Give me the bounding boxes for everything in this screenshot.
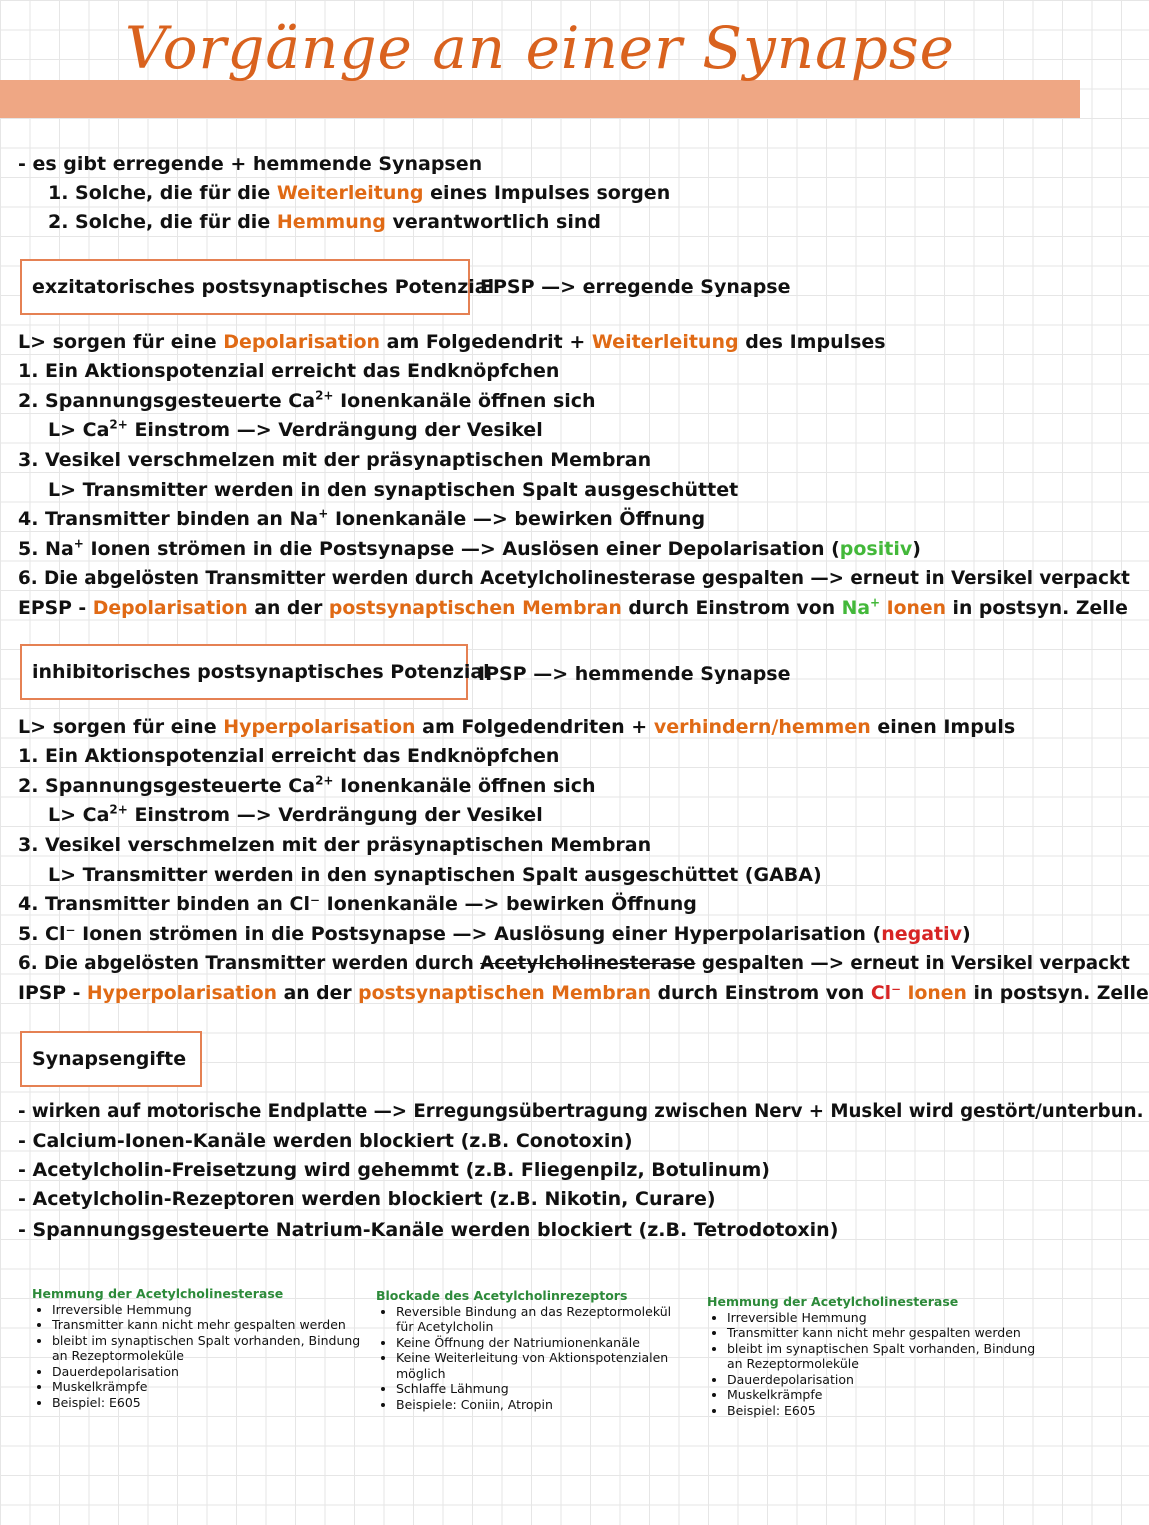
ipsp-line-6: 6. Die abgelösten Transmitter werden durch Acetylcholinesterase gespalten —> erneut in Versikel verpackt	[18, 953, 1130, 974]
intro-line-2: 1. Solche, die für die Weiterleitung eines Impulses sorgen	[48, 182, 671, 204]
epsp-line-1: 1. Ein Aktionspotenzial erreicht das Endknöpfchen	[18, 360, 560, 382]
epsp-line-6: 6. Die abgelösten Transmitter werden durch Acetylcholinesterase gespalten —> erneut in Versikel verpackt	[18, 568, 1130, 589]
card-1	[32, 1286, 362, 1410]
gifte-box: Synapsengifte	[20, 1031, 202, 1087]
intro-line-1: - es gibt erregende + hemmende Synapsen	[18, 153, 483, 175]
epsp-line-3-sub: L> Transmitter werden in den synaptischen Spalt ausgeschüttet	[48, 479, 739, 501]
list-item: • Keine Öffnung der Natriumionenkanäle	[396, 1335, 691, 1351]
ipsp-box-side: IPSP —> hemmende Synapse	[478, 663, 791, 685]
epsp-line-3: 3. Vesikel verschmelzen mit der präsynaptischen Membran	[18, 449, 652, 471]
ipsp-line-3: 3. Vesikel verschmelzen mit der präsynaptischen Membran	[18, 834, 652, 856]
epsp-line-2: 2. Spannungsgesteuerte $Ca^{2+}$ Ionenkanäle öffnen sich	[18, 388, 596, 412]
list-item: • Beispiel: E605	[727, 1403, 1047, 1419]
gifte-line-2: - Calcium-Ionen-Kanäle werden blockiert (z.B. Conotoxin)	[18, 1130, 633, 1152]
list-item: • Schlaffe Lähmung	[396, 1381, 691, 1397]
gifte-line-4: - Acetylcholin-Rezeptoren werden blockiert (z.B. Nikotin, Curare)	[18, 1188, 716, 1210]
ipsp-line-3-sub: L> Transmitter werden in den synaptischen Spalt ausgeschüttet (GABA)	[48, 864, 822, 886]
gifte-line-5: - Spannungsgesteuerte Natrium-Kanäle werden blockiert (z.B. Tetrodotoxin)	[18, 1219, 839, 1241]
epsp-line-2-sub: $L> Ca^{2+}$ Einstrom —> Verdrängung der Vesikel	[48, 417, 543, 441]
ipsp-line-1: 1. Ein Aktionspotenzial erreicht das Endknöpfchen	[18, 745, 560, 767]
intro-line-3: 2. Solche, die für die Hemmung verantwortlich sind	[48, 211, 601, 233]
ipsp-box: inhibitorisches postsynaptisches Potenzial	[20, 644, 468, 700]
ipsp-summary: IPSP - Hyperpolarisation an der postsynaptischen Membran durch Einstrom von Cl⁻ Ionen in postsyn. Zelle	[18, 983, 1149, 1004]
epsp-line-5: 5. Na+ Ionen strömen in die Postsynapse —> Auslösen einer Depolarisation (positiv)	[18, 536, 921, 560]
list-item: • Dauerdepolarisation	[52, 1364, 362, 1380]
list-item: • bleibt im synaptischen Spalt vorhanden, Bindung an Rezeptormoleküle	[727, 1341, 1047, 1372]
epsp-line-0: L> sorgen für eine Depolarisation am Folgedendrit + Weiterleitung des Impulses	[18, 331, 886, 353]
ipsp-line-2-sub: $L> Ca^{2+}$ Einstrom —> Verdrängung der Vesikel	[48, 802, 543, 826]
list-item: • Beispiel: E605	[52, 1395, 362, 1411]
gifte-line-3: - Acetylcholin-Freisetzung wird gehemmt (z.B. Fliegenpilz, Botulinum)	[18, 1159, 770, 1181]
epsp-line-4: 4. Transmitter binden an Na+ Ionenkanäle —> bewirken Öffnung	[18, 506, 706, 530]
ipsp-line-0: L> sorgen für eine Hyperpolarisation am Folgedendriten + verhindern/hemmen einen Impuls	[18, 716, 1016, 738]
epsp-box: exzitatorisches postsynaptisches Potenzial	[20, 259, 470, 315]
list-item: • Keine Weiterleitung von Aktionspotenzialen möglich	[396, 1350, 691, 1381]
card-3	[707, 1294, 1047, 1418]
card-2	[376, 1288, 691, 1412]
list-item: • bleibt im synaptischen Spalt vorhanden, Bindung an Rezeptormoleküle	[52, 1333, 362, 1364]
list-item: • Transmitter kann nicht mehr gespalten werden	[52, 1317, 362, 1333]
epsp-summary: EPSP - Depolarisation an der postsynaptischen Membran durch Einstrom von Na+ Ionen in postsyn. Zelle	[18, 595, 1128, 619]
list-item: • Irreversible Hemmung	[52, 1302, 362, 1318]
ipsp-line-2: 2. Spannungsgesteuerte $Ca^{2+}$ Ionenkanäle öffnen sich	[18, 773, 596, 797]
list-item: • Beispiele: Coniin, Atropin	[396, 1397, 691, 1413]
list-item: • Dauerdepolarisation	[727, 1372, 1047, 1388]
page-title: Vorgänge an einer Synapse	[125, 14, 955, 82]
ipsp-line-5: 5. Cl⁻ Ionen strömen in die Postsynapse —> Auslösung einer Hyperpolarisation (negativ)	[18, 923, 971, 945]
list-item: • Muskelkrämpfe	[52, 1379, 362, 1395]
list-item: • Irreversible Hemmung	[727, 1310, 1047, 1326]
epsp-box-side: EPSP —> erregende Synapse	[480, 276, 791, 298]
list-item: • Muskelkrämpfe	[727, 1387, 1047, 1403]
card-3-heading: Hemmung der Acetylcholinesterase	[707, 1294, 959, 1309]
list-item: • Reversible Bindung an das Rezeptormolekül für Acetylcholin	[396, 1304, 691, 1335]
card-1-heading: Hemmung der Acetylcholinesterase	[32, 1286, 284, 1301]
gifte-line-1: - wirken auf motorische Endplatte —> Erregungsübertragung zwischen Nerv + Muskel wird gestört/unterbun.	[18, 1101, 1144, 1122]
card-2-heading: Blockade des Acetylcholinrezeptors	[376, 1288, 628, 1303]
ipsp-line-4: 4. Transmitter binden an Cl⁻ Ionenkanäle —> bewirken Öffnung	[18, 893, 697, 915]
list-item: • Transmitter kann nicht mehr gespalten werden	[727, 1325, 1047, 1341]
